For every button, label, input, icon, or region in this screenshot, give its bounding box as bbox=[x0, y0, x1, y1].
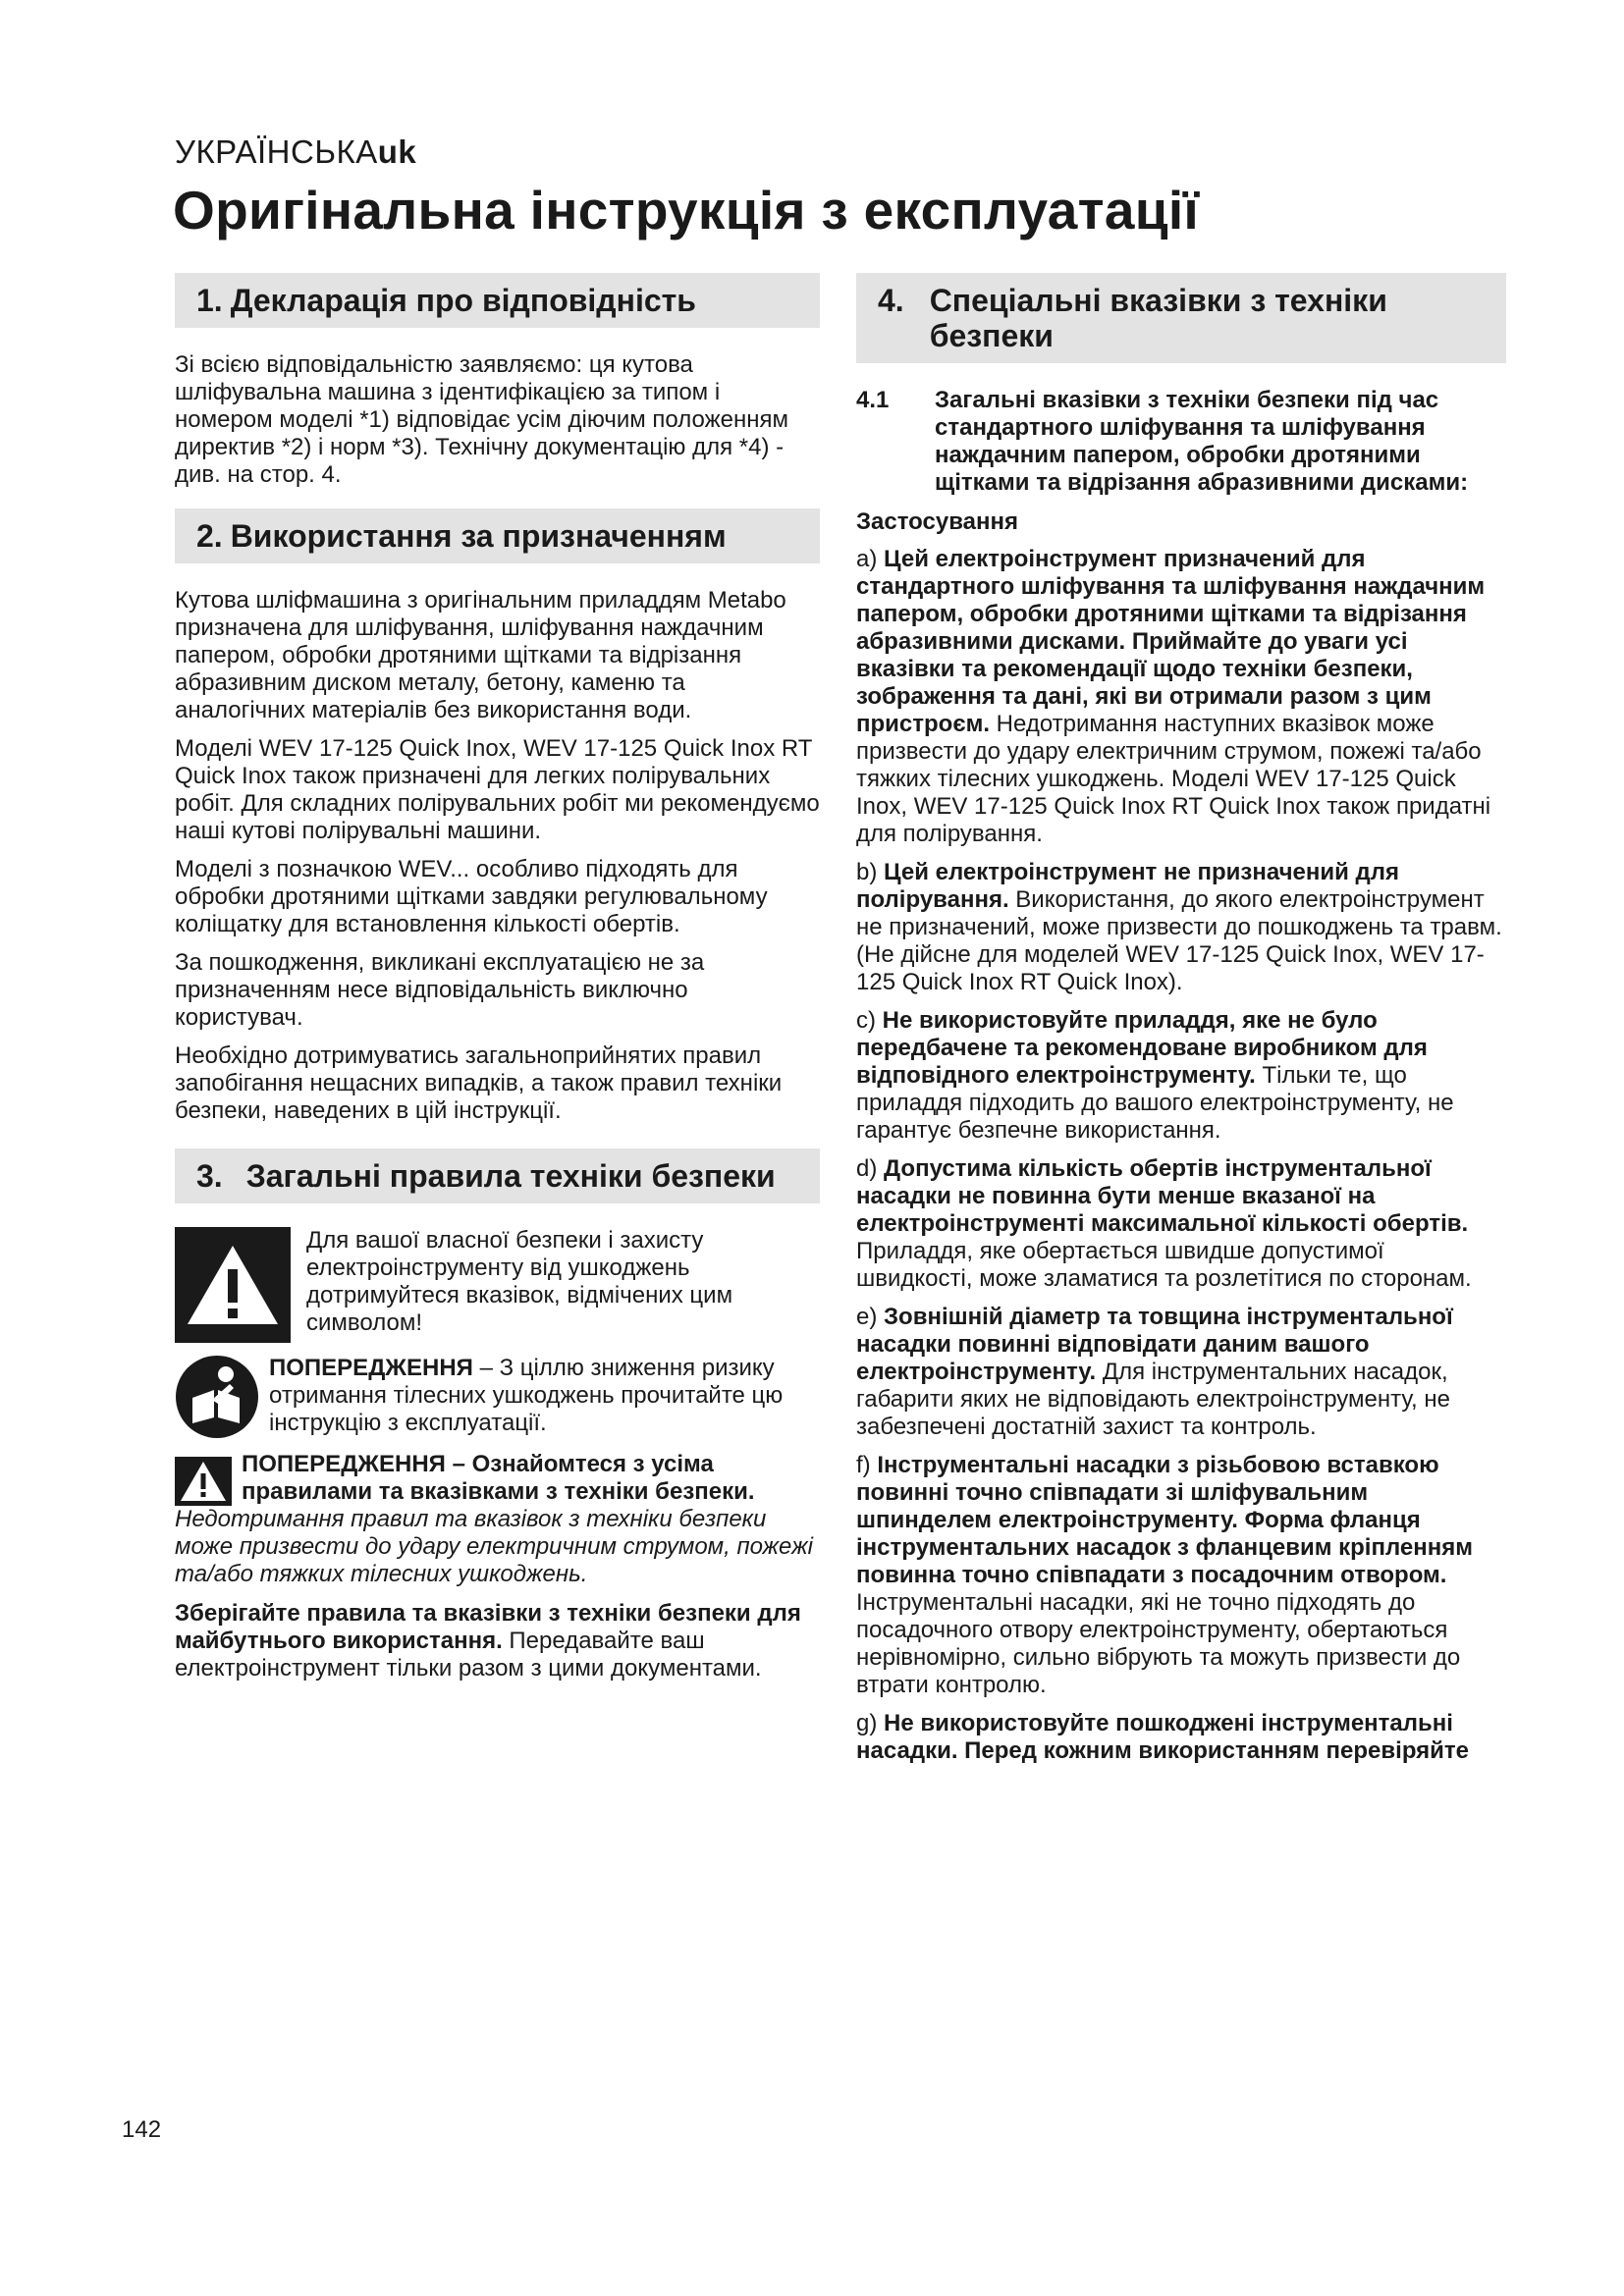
section-title: Загальні правила техніки безпеки bbox=[245, 1158, 776, 1194]
safety-symbol-note bbox=[175, 1227, 820, 1343]
warning-italic-text: Недотримання правил та вказівок з техніки безпеки може призвести до удару електричним струмом, пожежі та/або тяжких тілесних ушкоджень. bbox=[175, 1506, 813, 1587]
item-bold: Інструментальні насадки з різьбовою вставкою повинні точно співпадати зі шліфувальним шпинделем електроінструменту. Форма фланця інструментальних насадок з фланцевим кріпленням повинна точно співпадати з посадочним отвором. bbox=[856, 1452, 1473, 1588]
item-text: Використання, до якого електроінструмент не призначений, може призвести до пошкоджень та травм. (Не дійсне для моделей WEV 17-125 Quick Inox, WEV 17-125 Quick Inox RT Quick Inox). bbox=[856, 886, 1502, 995]
item-e bbox=[856, 1304, 1506, 1441]
section-title: Використання за призначенням bbox=[230, 518, 727, 554]
general-warning-text bbox=[175, 1451, 820, 1588]
section-1-paragraph: Зі всією відповідальністю заявляємо: ця кутова шліфувальна машина з ідентифікацією за типом і номером моделі *1) відповідає усім діючим положенням директив *2) і норм *3). Технічну документацію для *4) - див. на стор. 4. bbox=[175, 351, 789, 488]
item-bold: Зовнішній діаметр та товщина інструментальної насадки повинні відповідати даним вашого електроінструменту. bbox=[856, 1304, 1453, 1385]
item-a bbox=[856, 546, 1506, 848]
item-bold: Цей електроінструмент призначений для стандартного шліфування та шліфування наждачним папером, обробки дротяними щітками та відрізання абразивними дисками. Приймайте до уваги усі вказівки та рекомендації щодо техніки безпеки, зображення та дані, які ви отримали разом з цим пристроєм. bbox=[856, 546, 1486, 737]
warning-label: ПОПЕРЕДЖЕННЯ bbox=[269, 1355, 473, 1381]
section-number: 4. bbox=[878, 283, 904, 318]
section-2-heading bbox=[175, 508, 820, 563]
section-2-paragraph-5: Необхідно дотримуватись загальноприйнятих правил запобігання нещасних випадків, а також правил техніки безпеки, наведених в цій інструкції. bbox=[175, 1042, 783, 1124]
keep-instructions-paragraph bbox=[175, 1600, 820, 1682]
item-marker: e) bbox=[856, 1304, 885, 1330]
left-column bbox=[175, 273, 820, 1693]
section-3-heading bbox=[175, 1148, 820, 1203]
item-f bbox=[856, 1452, 1506, 1699]
general-warning-block bbox=[175, 1451, 820, 1588]
item-text: Для інструментальних насадок, габарити яких не відповідають електроінструменту, не забезпечені достатній захист та контроль. bbox=[856, 1359, 1450, 1440]
item-marker: d) bbox=[856, 1155, 885, 1182]
item-g bbox=[856, 1710, 1506, 1765]
item-marker: f) bbox=[856, 1452, 878, 1478]
section-4-heading bbox=[856, 273, 1506, 363]
page-number: 142 bbox=[122, 2116, 162, 2143]
item-text: Недотримання наступних вказівок може призвести до удару електричним струмом, пожежі та/або тяжких тілесних ушкоджень. Моделі WEV 17-125 Quick Inox, WEV 17-125 Quick Inox RT Quick Inox також придатні для полірування. bbox=[856, 711, 1491, 847]
subsection-title: Загальні вказівки з техніки безпеки під час стандартного шліфування та шліфування наждачним папером, обробки дротяними щітками та відрізання абразивними дисками: bbox=[935, 387, 1469, 496]
warning-triangle-small-icon bbox=[175, 1457, 232, 1506]
item-marker: c) bbox=[856, 1007, 883, 1034]
warning-triangle-icon bbox=[175, 1227, 291, 1343]
item-bold: Допустима кількість обертів інструментальної насадки не повинна бути менше вказаної на електроінструменті максимальної кількості обертів. bbox=[856, 1155, 1469, 1237]
item-text: Тільки те, що приладдя підходить до вашого електроінструменту, не гарантує безпечне використання. bbox=[856, 1062, 1454, 1144]
section-2-paragraph-4: За пошкодження, викликані експлуатацією не за призначенням несе відповідальність виключно користувач. bbox=[175, 949, 705, 1031]
keep-instructions-bold: Зберігайте правила та вказівки з техніки безпеки для майбутнього використання. bbox=[175, 1600, 801, 1654]
section-2-paragraph-2: Моделі WEV 17-125 Quick Inox, WEV 17-125 Quick Inox RT Quick Inox також призначені для легких полірувальних робіт. Для складних полірувальних робіт ми рекомендуємо наші кутові полірувальні машини. bbox=[175, 735, 820, 844]
section-1-heading bbox=[175, 273, 820, 328]
safety-symbol-text: Для вашої власної безпеки і захисту електроінструменту від ушкоджень дотримуйтеся вказівок, відмічених цим символом! bbox=[306, 1227, 733, 1336]
language-code: uk bbox=[377, 133, 417, 170]
item-c bbox=[856, 1007, 1506, 1145]
item-text: Інструментальні насадки, які не точно підходять до посадочного отвору електроінструменту, обертаються нерівномірно, сильно вібрують та можуть призвести до втрати контролю. bbox=[856, 1589, 1461, 1698]
keep-instructions-text: Передавайте ваш електроінструмент тільки разом з цими документами. bbox=[175, 1628, 762, 1682]
item-bold: Не використовуйте пошкоджені інструментальні насадки. Перед кожним використанням перевіряйте bbox=[856, 1710, 1470, 1764]
right-column bbox=[856, 273, 1506, 1776]
item-d bbox=[856, 1155, 1506, 1293]
section-2-paragraph-3: Моделі з позначкою WEV... особливо підходять для обробки дротяними щітками завдяки регулювальному коліщатку для встановлення кількості обертів. bbox=[175, 856, 768, 937]
warning-text: – З ціллю зниження ризику отримання тілесних ушкоджень прочитайте цю інструкцію з експлуатації. bbox=[269, 1355, 784, 1436]
read-manual-icon bbox=[175, 1355, 259, 1439]
subsection-number: 4.1 bbox=[856, 387, 890, 413]
item-marker: b) bbox=[856, 859, 885, 885]
item-bold: Цей електроінструмент не призначений для полірування. bbox=[856, 859, 1400, 913]
language-name: УКРАЇНСЬКА bbox=[175, 133, 378, 170]
section-number: 3. bbox=[196, 1158, 223, 1194]
warning-bold-text: ПОПЕРЕДЖЕННЯ – Ознайомтеся з усіма правилами та вказівками з техніки безпеки. bbox=[242, 1451, 755, 1505]
item-bold: Не використовуйте приладдя, яке не було передбачене та рекомендоване виробником для відповідного електроінструменту. bbox=[856, 1007, 1428, 1089]
item-marker: a) bbox=[856, 546, 885, 572]
item-marker: g) bbox=[856, 1710, 885, 1736]
section-title: Спеціальні вказівки з техніки безпеки bbox=[929, 283, 1387, 353]
item-text: Приладдя, яке обертається швидше допустимої швидкості, може зламатися та розлетітися по сторонам. bbox=[856, 1238, 1472, 1292]
subsection-4-1-heading bbox=[856, 387, 1506, 497]
section-number: 2. bbox=[196, 518, 223, 554]
read-manual-warning bbox=[175, 1355, 820, 1439]
section-number: 1. bbox=[196, 283, 223, 318]
language-label bbox=[175, 133, 416, 171]
section-title: Декларація про відповідність bbox=[230, 283, 696, 318]
section-2-paragraph-1: Кутова шліфмашина з оригінальним приладдям Metabo призначена для шліфування, шліфування наждачним папером, обробки дротяними щітками та відрізання абразивним диском металу, бетону, каменю та аналогічних матеріалів без використання води. bbox=[175, 587, 786, 723]
application-label: Застосування bbox=[856, 508, 1018, 535]
page-title: Оригінальна інструкція з експлуатації bbox=[173, 180, 1200, 240]
read-manual-text bbox=[269, 1355, 820, 1437]
item-b bbox=[856, 859, 1506, 996]
